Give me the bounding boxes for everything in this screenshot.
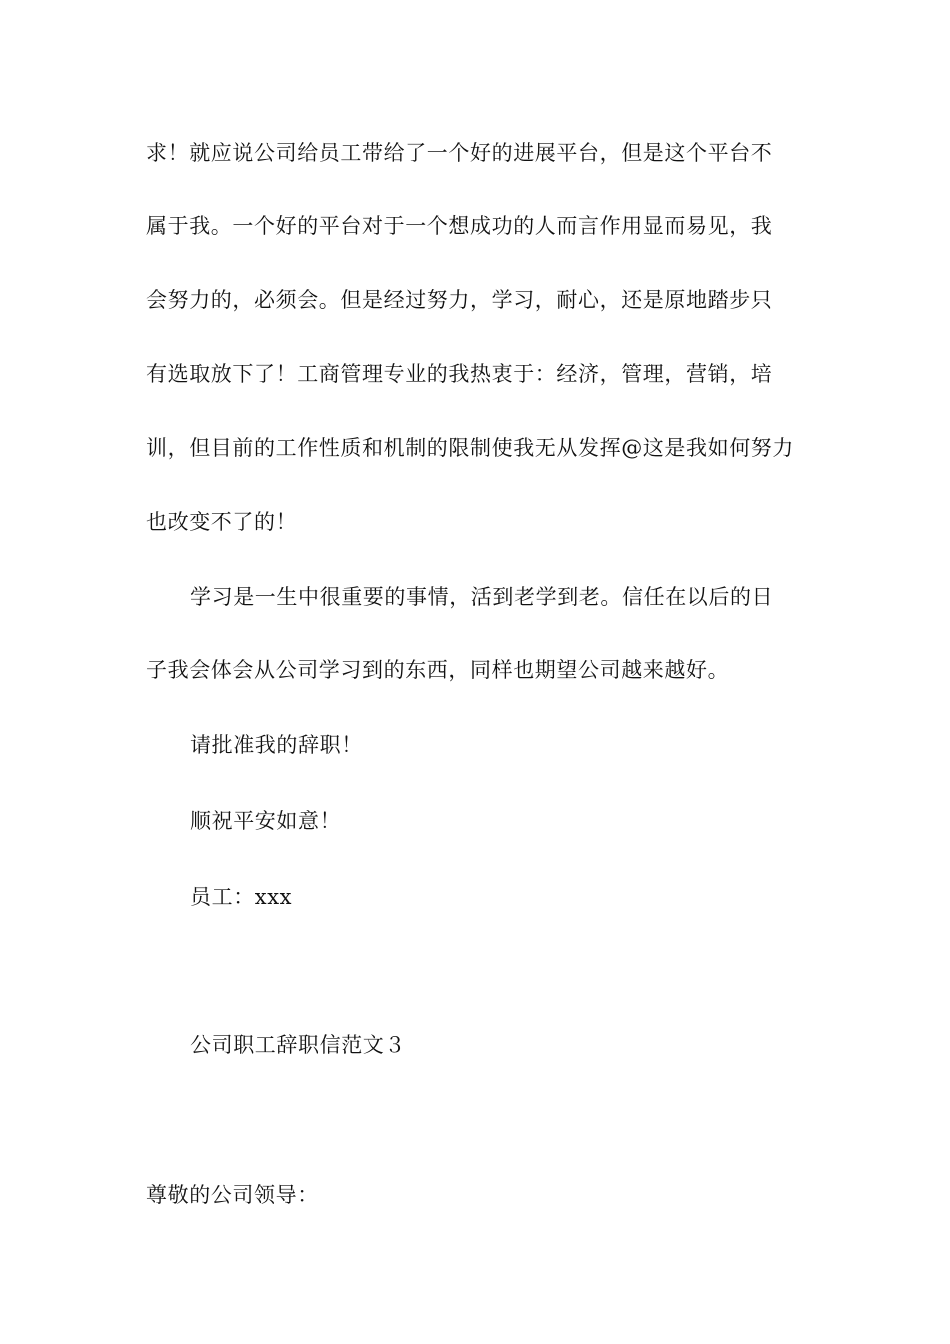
salutation: 尊敬的公司领导： (146, 1183, 319, 1207)
paragraph-1-line-3: 会努力的，必须会。但是经过努力，学习，耐心，还是原地踏步只 (146, 288, 773, 312)
paragraph-2-line-1: 学习是一生中很重要的事情，活到老学到老。信任在以后的日 (190, 585, 774, 609)
paragraph-1-line-5: 训，但目前的工作性质和机制的限制使我无从发挥@这是我如何努力 (146, 436, 794, 460)
paragraph-1-line-6: 也改变不了的！ (146, 510, 298, 534)
section-title: 公司职工辞职信范文３ (190, 1033, 406, 1057)
paragraph-1-line-1: 求！就应说公司给员工带给了一个好的进展平台，但是这个平台不 (146, 141, 773, 165)
paragraph-2-line-2: 子我会体会从公司学习到的东西，同样也期望公司越来越好。 (146, 658, 730, 682)
paragraph-1-line-2: 属于我。一个好的平台对于一个想成功的人而言作用显而易见，我 (146, 214, 773, 238)
closing-wishes: 顺祝平安如意！ (190, 809, 342, 833)
paragraph-1-line-4: 有选取放下了！工商管理专业的我热衷于：经济，管理，营销，培 (146, 362, 773, 386)
resignation-request: 请批准我的辞职！ (190, 733, 363, 757)
employee-signature: 员工：xxx (190, 885, 293, 909)
